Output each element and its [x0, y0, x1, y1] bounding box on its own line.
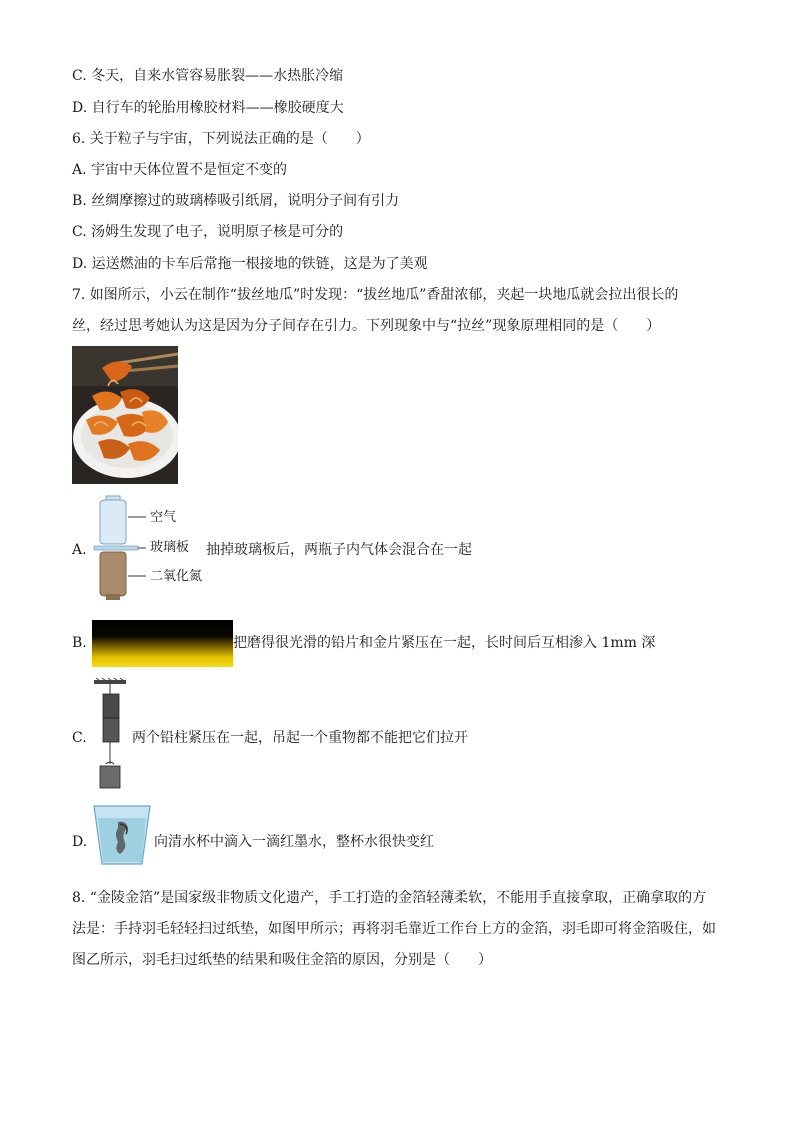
q8-stem-line-3: 图乙所示，羽毛扫过纸垫的结果和吸住金箔的原因，分别是（ ） [72, 952, 492, 968]
q6-option-a: A. 宇宙中天体位置不是恒定不变的 [72, 162, 288, 178]
q6-option-c: C. 汤姆生发现了电子，说明原子核是可分的 [72, 224, 344, 240]
q7-option-d-text: 向清水杯中滴入一滴红墨水，整杯水很快变红 [154, 834, 434, 850]
q7-option-b-text: 把磨得很光滑的铅片和金片紧压在一起，长时间后互相渗入 1mm 深 [233, 635, 656, 651]
q6-option-b: B. 丝绸摩擦过的玻璃棒吸引纸屑，说明分子间有引力 [72, 193, 400, 209]
q5-option-d: D. 自行车的轮胎用橡胶材料——橡胶硬度大 [72, 100, 344, 116]
q7-option-a-text: 抽掉玻璃板后，两瓶子内气体会混合在一起 [206, 542, 472, 558]
lead-cylinders-weight-diagram [92, 678, 128, 794]
candied-sweet-potato-photo [72, 346, 178, 484]
q7-option-c-text: 两个铅柱紧压在一起，吊起一个重物都不能把它们拉开 [132, 730, 468, 746]
q7-stem-line-2: 丝，经过思考她认为这是因为分子间存在引力。下列现象中与“拉丝”现象原理相同的是（ ） [72, 318, 661, 334]
q7-option-a-letter: A. [72, 542, 87, 558]
label-glass-plate: 玻璃板 [150, 540, 190, 555]
label-nitrogen-dioxide: 二氧化氮 [150, 569, 203, 584]
q8-stem-line-1: 8. “金陵金箔”是国家级非物质文化遗产，手工打造的金箔轻薄柔软，不能用手直接拿取，正确拿取的方 [72, 890, 707, 906]
gas-diffusion-bottles-diagram [92, 494, 146, 602]
q6-stem: 6. 关于粒子与宇宙，下列说法正确的是（ ） [72, 131, 370, 147]
label-air: 空气 [150, 510, 177, 525]
q7-option-c-letter: C. [72, 730, 87, 746]
q5-option-c: C. 冬天，自来水管容易胀裂——水热胀冷缩 [72, 68, 344, 84]
q7-option-d-letter: D. [72, 834, 88, 850]
q8-stem-line-2: 法是：手持羽毛轻轻扫过纸垫，如图甲所示；再将羽毛靠近工作台上方的金箔，羽毛即可将金箔吸住，如 [72, 921, 716, 937]
q7-stem-line-1: 7. 如图所示，小云在制作“拔丝地瓜”时发现：“拔丝地瓜”香甜浓郁，夹起一块地瓜就会拉出很长的 [72, 287, 679, 303]
ink-in-water-cup-image [92, 804, 152, 866]
q6-option-d: D. 运送燃油的卡车后常拖一根接地的铁链，这是为了美观 [72, 256, 428, 272]
lead-gold-diffusion-image [92, 620, 233, 667]
q7-option-b-letter: B. [72, 635, 87, 651]
